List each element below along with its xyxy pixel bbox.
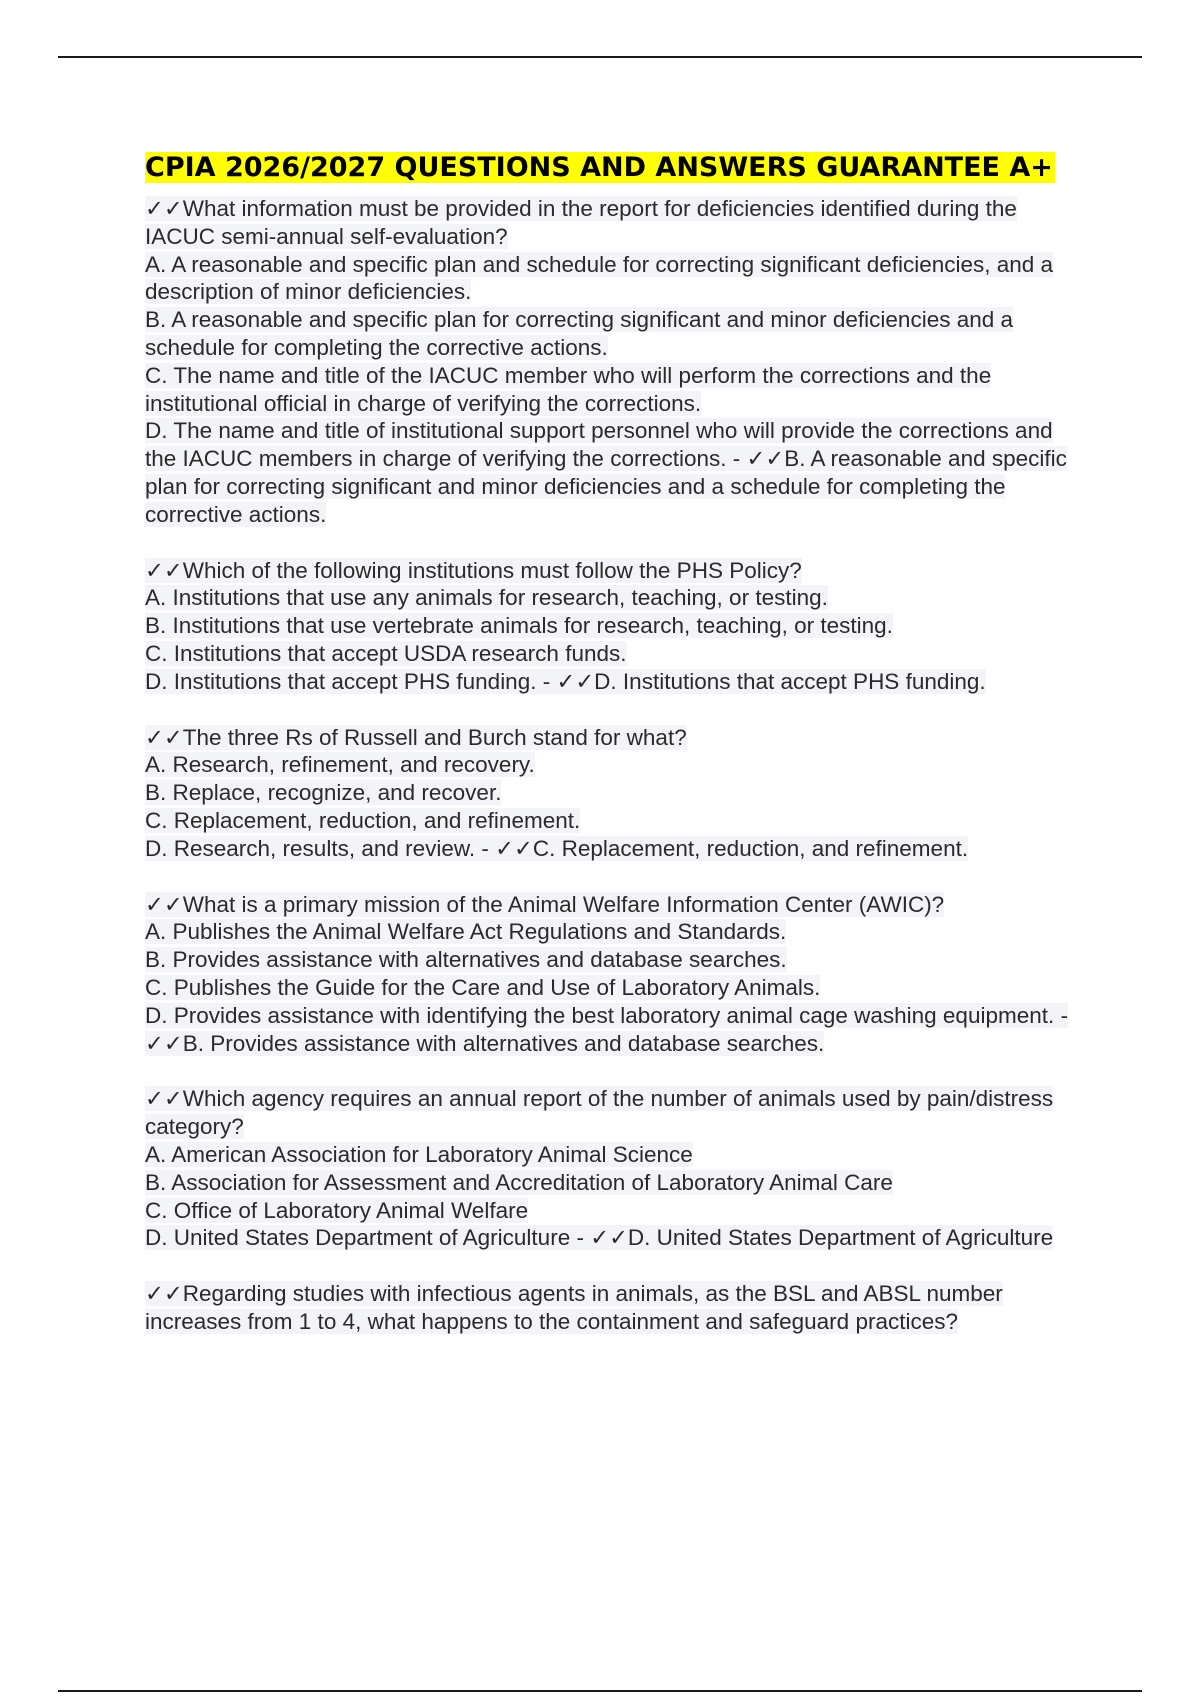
document-title-text: CPIA 2026/2027 QUESTIONS AND ANSWERS GUARANTEE A+: [145, 152, 1053, 183]
option-b: B. Institutions that use vertebrate animals for research, teaching, or testing.: [145, 613, 893, 639]
document-body: [145, 146, 1085, 1364]
option-a: A. Publishes the Animal Welfare Act Regulations and Standards.: [145, 919, 787, 945]
option-d-with-answer: [145, 1225, 1053, 1250]
question-block-4: [145, 891, 1085, 1058]
question-block-2: [145, 557, 1085, 696]
document-title: [145, 146, 1085, 189]
answer-separator: -: [475, 835, 496, 861]
answer-separator: -: [726, 446, 747, 472]
question-block-1: [145, 195, 1085, 529]
option-c: C. Institutions that accept USDA research funds.: [145, 640, 627, 666]
option-b: B. Provides assistance with alternatives and database searches.: [145, 947, 787, 973]
option-c: C. The name and title of the IACUC member who will perform the corrections and the institutional official in charge of verifying the corrections.: [145, 362, 992, 416]
option-c: C. Office of Laboratory Animal Welfare: [145, 1197, 529, 1223]
question-text: ✓✓Which of the following institutions must follow the PHS Policy?: [145, 557, 802, 583]
option-a: A. Research, refinement, and recovery.: [145, 752, 535, 778]
question-text: ✓✓Regarding studies with infectious agents in animals, as the BSL and ABSL number increases from 1 to 4, what happens to the containment and safeguard practices?: [145, 1281, 1003, 1334]
option-a: A. A reasonable and specific plan and schedule for correcting significant deficiencies, and a description of minor deficiencies.: [145, 251, 1054, 305]
option-b: B. Replace, recognize, and recover.: [145, 780, 502, 806]
question-block-6: [145, 1280, 1085, 1336]
answer-text: ✓✓B. Provides assistance with alternatives and database searches.: [145, 1030, 825, 1056]
question-text: ✓✓What information must be provided in the report for deficiencies identified during the IACUC semi-annual self-evaluation?: [145, 196, 1017, 249]
answer-text: ✓✓D. Institutions that accept PHS funding.: [556, 668, 986, 694]
question-block-3: [145, 724, 1085, 863]
top-rule: [58, 56, 1142, 58]
option-d: D. Provides assistance with identifying the best laboratory animal cage washing equipment.: [145, 1002, 1055, 1028]
option-a: A. Institutions that use any animals for research, teaching, or testing.: [145, 585, 828, 611]
answer-separator: -: [570, 1225, 591, 1251]
option-d-with-answer: [145, 669, 986, 694]
option-d: D. Institutions that accept PHS funding.: [145, 668, 537, 694]
question-text: ✓✓Which agency requires an annual report of the number of animals used by pain/distress category?: [145, 1086, 1054, 1140]
option-b: B. A reasonable and specific plan for correcting significant and minor deficiencies and a schedule for completing the corrective actions.: [145, 307, 1014, 360]
question-text: ✓✓What is a primary mission of the Animal Welfare Information Center (AWIC)?: [145, 891, 945, 917]
option-c: C. Replacement, reduction, and refinement.: [145, 807, 581, 833]
option-d-with-answer: [145, 418, 1067, 526]
question-block-5: [145, 1085, 1085, 1252]
option-d-with-answer: [145, 1003, 1068, 1056]
option-d: D. United States Department of Agriculture: [145, 1225, 571, 1251]
answer-separator: -: [536, 668, 557, 694]
option-d: D. Research, results, and review.: [145, 835, 476, 861]
answer-text: ✓✓C. Replacement, reduction, and refinement.: [495, 835, 969, 861]
option-a: A. American Association for Laboratory Animal Science: [145, 1141, 693, 1167]
option-b: B. Association for Assessment and Accreditation of Laboratory Animal Care: [145, 1169, 893, 1195]
answer-text: ✓✓B. A reasonable and specific plan for correcting significant and minor deficiencies and a schedule for completing the corrective actions.: [145, 446, 1067, 527]
option-c: C. Publishes the Guide for the Care and Use of Laboratory Animals.: [145, 974, 821, 1000]
bottom-rule: [58, 1690, 1142, 1692]
answer-text: ✓✓D. United States Department of Agriculture: [590, 1225, 1054, 1251]
question-text: ✓✓The three Rs of Russell and Burch stand for what?: [145, 724, 687, 750]
option-d-with-answer: [145, 836, 968, 861]
option-d: D. The name and title of institutional support personnel who will provide the corrections and the IACUC members in charge of verifying the corrections.: [145, 418, 1053, 472]
answer-separator: -: [1054, 1002, 1068, 1028]
